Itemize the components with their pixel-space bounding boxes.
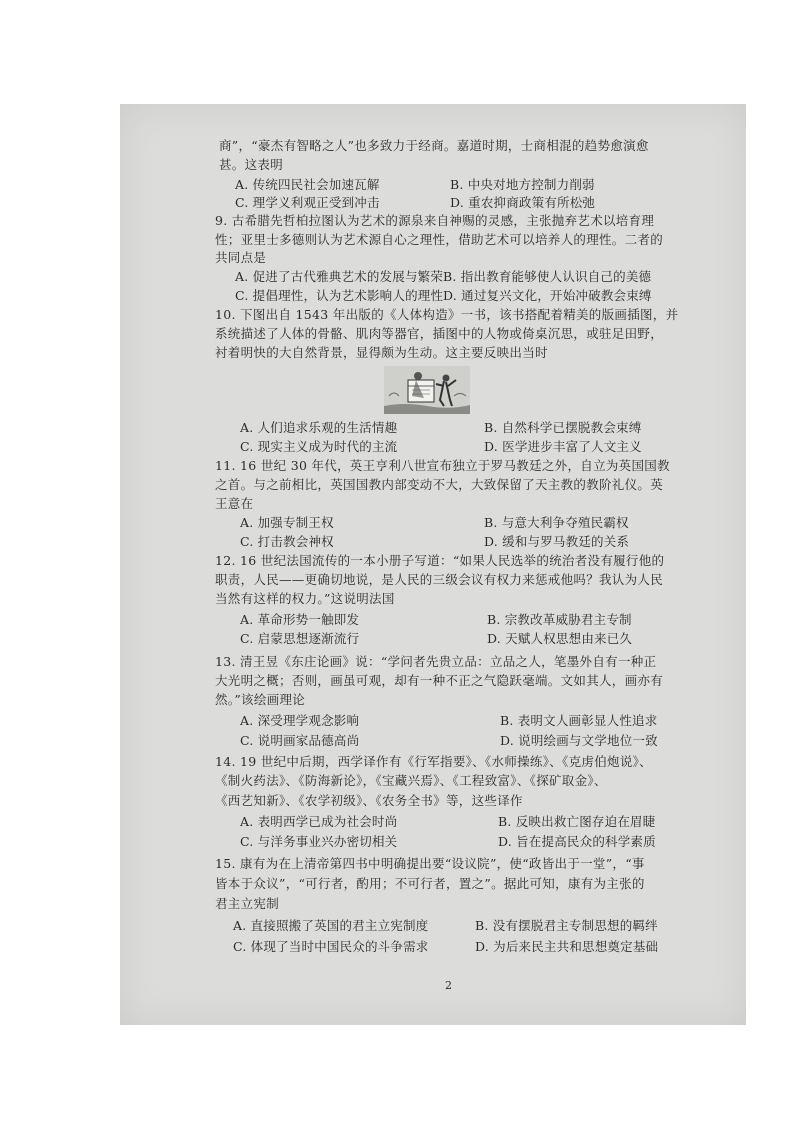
- question-11-line-2: 之首。与之前相比，英国国教内部变动不大，大致保留了天主教的教阶礼仪。英: [215, 477, 664, 492]
- question-12-option-a: A. 革命形势一触即发: [240, 612, 360, 627]
- question-15-option-a: A. 直接照搬了英国的君主立宪制度: [233, 918, 429, 933]
- question-15-option-d: D. 为后来民主共和思想奠定基础: [475, 939, 659, 954]
- question-14-line-2: 《制火药法》、《防海新论》，《宝藏兴焉》、《工程致富》、《探矿取金》、: [215, 773, 607, 788]
- question-10-line-3: 衬着明快的大自然背景，显得颇为生动。这主要反映出当时: [215, 345, 548, 360]
- question-10-line-1: 10. 下图出自 1543 年出版的《人体构造》一书，该书搭配着精美的版画插图，并: [215, 307, 679, 322]
- question-9-line-3: 共同点是: [215, 250, 267, 265]
- question-13-option-d: D. 说明绘画与文学地位一致: [500, 733, 658, 748]
- question-13-option-b: B. 表明文人画彰显人性追求: [500, 713, 658, 728]
- question-14-option-b: B. 反映出救亡图存迫在眉睫: [498, 814, 656, 829]
- question-9-option-a: A. 促进了古代雅典艺术的发展与繁荣: [235, 269, 444, 284]
- question-11-option-c: C. 打击教会神权: [240, 534, 334, 549]
- question-8-option-b: B. 中央对地方控制力削弱: [450, 177, 595, 192]
- question-9-line-1: 9. 古希腊先哲柏拉图认为艺术的源泉来自神赐的灵感，主张抛弃艺术以培育理: [215, 213, 655, 228]
- question-9-option-c: C. 提倡理性，认为艺术影响人的理性: [235, 288, 444, 303]
- question-12-option-d: D. 天赋人权思想由来已久: [487, 631, 633, 646]
- question-15-option-b: B. 没有摆脱君主专制思想的羁绊: [475, 918, 658, 933]
- question-14-line-1: 14. 19 世纪中后期，西学译作有《行军指要》、《水师操练》、《克虏伯炮说》、: [215, 754, 652, 769]
- question-12-option-b: B. 宗教改革威胁君主专制: [487, 612, 632, 627]
- question-8-option-d: D. 重农抑商政策有所松弛: [450, 195, 596, 210]
- page-number: 2: [445, 979, 452, 992]
- question-15-option-c: C. 体现了当时中国民众的斗争需求: [233, 939, 429, 954]
- question-10-option-c: C. 现实主义成为时代的主流: [240, 439, 398, 454]
- question-10-line-2: 系统描述了人体的骨骼、肌肉等器官，插图中的人物或倚桌沉思，或驻足田野，: [215, 326, 664, 341]
- question-11-option-d: D. 缓和与罗马教廷的关系: [484, 534, 630, 549]
- question-14-option-c: C. 与洋务事业兴办密切相关: [240, 834, 398, 849]
- question-15-line-2: 皆本于众议”，“可行者，酌用；不可行者，置之”。据此可知，康有为主张的: [215, 876, 645, 891]
- question-8-option-c: C. 理学义利观正受到冲击: [235, 195, 380, 210]
- question-11-line-1: 11. 16 世纪 30 年代，英王亨利八世宣布独立于罗马教廷之外，自立为英国国教: [215, 458, 670, 473]
- question-9-line-2: 性；亚里士多德则认为艺术源自心之理性，借助艺术可以培养人的理性。二者的: [215, 232, 664, 247]
- question-12-line-3: 当然有这样的权力。”这说明法国: [215, 591, 395, 606]
- question-8-line-2: 甚。这表明: [219, 157, 284, 172]
- question-10-option-d: D. 医学进步丰富了人文主义: [484, 439, 642, 454]
- question-9-option-d: D. 通过复兴文化，开始冲破教会束缚: [443, 288, 652, 303]
- question-14-option-d: D. 旨在提高民众的科学素质: [498, 834, 656, 849]
- question-10-option-a: A. 人们追求乐观的生活情趣: [240, 420, 398, 435]
- question-13-line-2: 大光明之概；否则，画虽可观，却有一种不正之气隐跃毫端。文如其人，画亦有: [215, 673, 664, 688]
- question-11-option-a: A. 加强专制王权: [240, 515, 334, 530]
- question-8-option-a: A. 传统四民社会加速瓦解: [235, 177, 380, 192]
- question-8-line-1: 商”，“豪杰有智略之人”也多致力于经商。嘉道时期，士商相混的趋势愈演愈: [219, 138, 649, 153]
- question-15-line-1: 15. 康有为在上清帝第四书中明确提出要“设议院”，使“政皆出于一堂”，“事: [215, 856, 645, 871]
- question-13-line-3: 然。”该绘画理论: [215, 692, 306, 707]
- question-15-line-3: 君主立宪制: [215, 896, 280, 911]
- question-9-option-b: B. 指出教育能够使人认识自己的美德: [443, 269, 652, 284]
- question-12-option-c: C. 启蒙思想逐渐流行: [240, 631, 360, 646]
- question-12-line-2: 职责，人民——更确切地说，是人民的三级会议有权力来惩戒他吗？我认为人民: [215, 572, 664, 587]
- question-13-option-a: A. 深受理学观念影响: [240, 713, 360, 728]
- question-12-line-1: 12. 16 世纪法国流传的一本小册子写道：“如果人民选举的统治者没有履行他的: [215, 553, 665, 568]
- question-14-option-a: A. 表明西学已成为社会时尚: [240, 814, 398, 829]
- question-10-option-b: B. 自然科学已摆脱教会束缚: [484, 420, 642, 435]
- question-13-option-c: C. 说明画家品德高尚: [240, 733, 360, 748]
- anatomy-woodcut-illustration: [384, 366, 470, 414]
- question-14-line-3: 《西艺知新》、《农学初级》、《农务全书》等，这些译作: [215, 793, 523, 808]
- question-11-option-b: B. 与意大利争夺殖民霸权: [484, 515, 629, 530]
- question-11-line-3: 王意在: [215, 496, 254, 511]
- question-13-line-1: 13. 清王昱《东庄论画》说：“学问者先贵立品：立品之人，笔墨外自有一种正: [215, 654, 657, 669]
